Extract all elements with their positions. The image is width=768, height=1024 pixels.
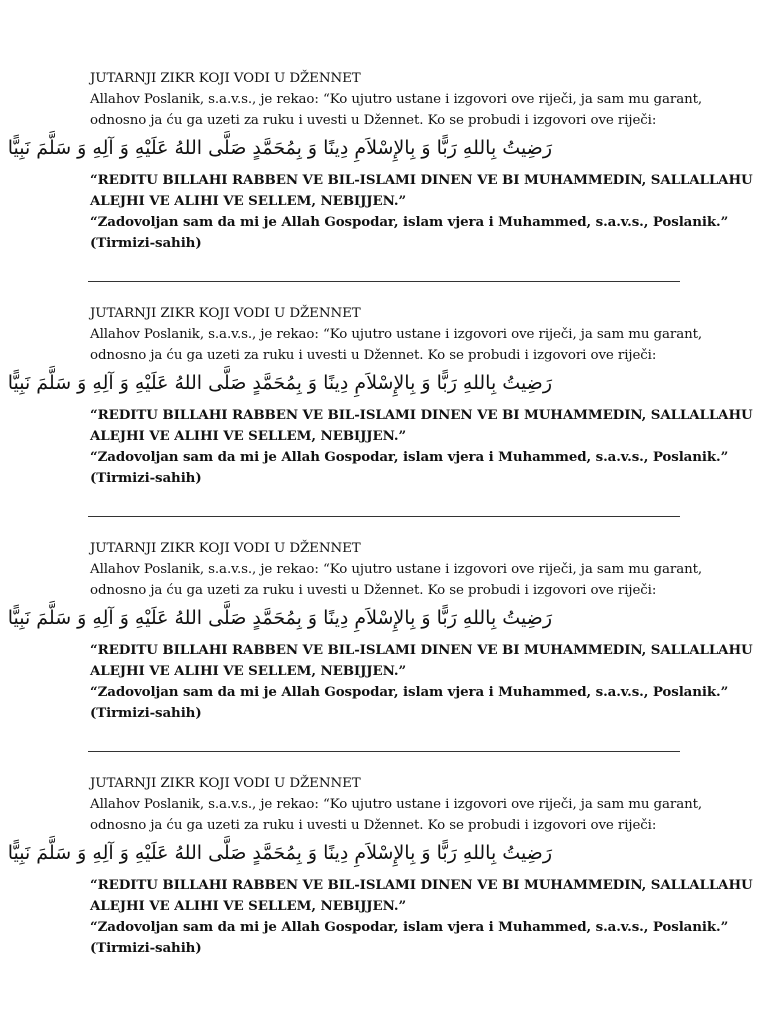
intro-line: odnosno ja ću ga uzeti za ruku i uvesti u Džennet. Ko se probudi i izgovori ove riječi:	[90, 348, 657, 363]
section-divider	[88, 281, 680, 282]
section-title: JUTARNJI ZIKR KOJI VODI U DŽENNET	[90, 71, 361, 86]
intro-line: Allahov Poslanik, s.a.v.s., je rekao: “Ko ujutro ustane i izgovori ove riječi, ja sam mu garant,	[90, 562, 703, 577]
zikr-section	[7, 303, 753, 489]
intro-line: odnosno ja ću ga uzeti za ruku i uvesti u Džennet. Ko se probudi i izgovori ove riječi:	[90, 583, 657, 598]
intro-line: odnosno ja ću ga uzeti za ruku i uvesti u Džennet. Ko se probudi i izgovori ove riječi:	[90, 818, 657, 833]
translation: “Zadovoljan sam da mi je Allah Gospodar, islam vjera i Muhammed, s.a.v.s., Poslanik.”	[90, 919, 729, 935]
intro-line: Allahov Poslanik, s.a.v.s., je rekao: “Ko ujutro ustane i izgovori ove riječi, ja sam mu garant,	[90, 797, 703, 812]
arabic-dua: رَضِيتُ بِاللهِ رَبًّا وَ بِالإِسْلاَمِ دِينًا وَ بِمُحَمَّدٍ صَلَّى اللهُ عَلَيْهِ وَ آلِهِ وَ سَلَّمَ نَبِيًّا	[7, 137, 552, 159]
section-divider	[88, 751, 680, 752]
intro-line: Allahov Poslanik, s.a.v.s., je rekao: “Ko ujutro ustane i izgovori ove riječi, ja sam mu garant,	[90, 327, 703, 342]
transliteration-line: ALEJHI VE ALIHI VE SELLEM, NEBIJJEN.”	[90, 193, 407, 209]
translation: “Zadovoljan sam da mi je Allah Gospodar, islam vjera i Muhammed, s.a.v.s., Poslanik.”	[90, 449, 729, 465]
intro-line: Allahov Poslanik, s.a.v.s., je rekao: “Ko ujutro ustane i izgovori ove riječi, ja sam mu garant,	[90, 92, 703, 107]
arabic-dua: رَضِيتُ بِاللهِ رَبًّا وَ بِالإِسْلاَمِ دِينًا وَ بِمُحَمَّدٍ صَلَّى اللهُ عَلَيْهِ وَ آلِهِ وَ سَلَّمَ نَبِيًّا	[7, 842, 552, 864]
source-reference: (Tirmizi-sahih)	[90, 235, 202, 251]
transliteration-line: ALEJHI VE ALIHI VE SELLEM, NEBIJJEN.”	[90, 663, 407, 679]
transliteration-line: “REDITU BILLAHI RABBEN VE BIL-ISLAMI DINEN VE BI MUHAMMEDIN, SALLALLAHU	[90, 407, 753, 423]
arabic-dua: رَضِيتُ بِاللهِ رَبًّا وَ بِالإِسْلاَمِ دِينًا وَ بِمُحَمَّدٍ صَلَّى اللهُ عَلَيْهِ وَ آلِهِ وَ سَلَّمَ نَبِيًّا	[7, 607, 552, 629]
arabic-dua: رَضِيتُ بِاللهِ رَبًّا وَ بِالإِسْلاَمِ دِينًا وَ بِمُحَمَّدٍ صَلَّى اللهُ عَلَيْهِ وَ آلِهِ وَ سَلَّمَ نَبِيًّا	[7, 372, 552, 394]
transliteration-line: ALEJHI VE ALIHI VE SELLEM, NEBIJJEN.”	[90, 898, 407, 914]
source-reference: (Tirmizi-sahih)	[90, 940, 202, 956]
transliteration-line: “REDITU BILLAHI RABBEN VE BIL-ISLAMI DINEN VE BI MUHAMMEDIN, SALLALLAHU	[90, 877, 753, 893]
source-reference: (Tirmizi-sahih)	[90, 705, 202, 721]
source-reference: (Tirmizi-sahih)	[90, 470, 202, 486]
section-title: JUTARNJI ZIKR KOJI VODI U DŽENNET	[90, 306, 361, 321]
zikr-section	[7, 68, 753, 254]
section-title: JUTARNJI ZIKR KOJI VODI U DŽENNET	[90, 541, 361, 556]
translation: “Zadovoljan sam da mi je Allah Gospodar, islam vjera i Muhammed, s.a.v.s., Poslanik.”	[90, 214, 729, 230]
section-title: JUTARNJI ZIKR KOJI VODI U DŽENNET	[90, 776, 361, 791]
transliteration-line: “REDITU BILLAHI RABBEN VE BIL-ISLAMI DINEN VE BI MUHAMMEDIN, SALLALLAHU	[90, 172, 753, 188]
zikr-section	[7, 773, 753, 959]
translation: “Zadovoljan sam da mi je Allah Gospodar, islam vjera i Muhammed, s.a.v.s., Poslanik.”	[90, 684, 729, 700]
intro-line: odnosno ja ću ga uzeti za ruku i uvesti u Džennet. Ko se probudi i izgovori ove riječi:	[90, 113, 657, 128]
transliteration-line: “REDITU BILLAHI RABBEN VE BIL-ISLAMI DINEN VE BI MUHAMMEDIN, SALLALLAHU	[90, 642, 753, 658]
zikr-section	[7, 538, 753, 724]
section-divider	[88, 516, 680, 517]
transliteration-line: ALEJHI VE ALIHI VE SELLEM, NEBIJJEN.”	[90, 428, 407, 444]
